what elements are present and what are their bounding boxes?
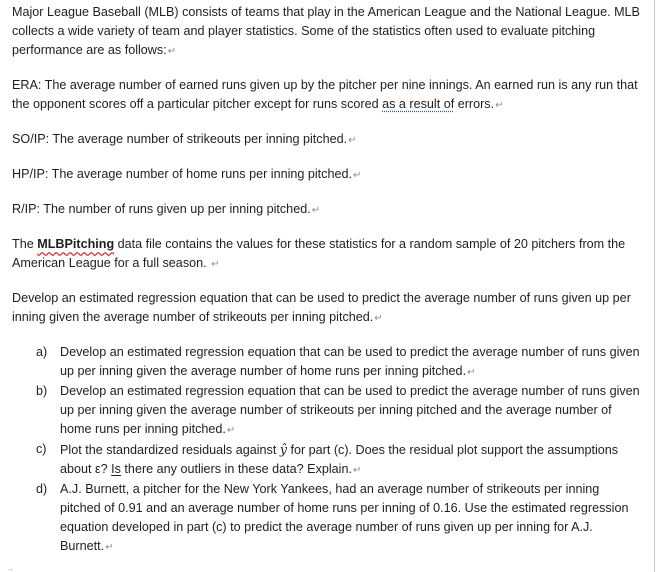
corner-mark: ., (8, 562, 14, 572)
rip-paragraph (12, 200, 642, 220)
hpip-text: HP/IP: The average number of home runs per inning pitched. (12, 167, 352, 181)
grammar-flagged-word[interactable]: Is (111, 462, 121, 476)
paragraph-mark: ↵ (467, 367, 476, 378)
list-item (36, 382, 642, 440)
file-text: The (12, 237, 38, 251)
soip-paragraph (12, 130, 642, 150)
rip-text: R/IP: The number of runs given up per inning pitched. (12, 202, 311, 216)
list-item-text: A.J. Burnett, a pitcher for the New York Yankees, had an average number of strikeouts per inning pitched of 0.91 and an average number of home runs per inning of 0.16. Use the estimated regression equation developed in part (c) to predict the average number of runs given up per inning for A.J. Burnett. (60, 482, 629, 553)
list-item-label: c) (36, 442, 47, 456)
list-item (36, 343, 642, 382)
intro-text: Major League Baseball (MLB) consists of teams that play in the American League and the National League. MLB collects a wide variety of team and player statistics. Some of the statistics often used to evaluate pitching performance are as follows: (12, 5, 640, 57)
era-text-end: errors. (454, 97, 495, 111)
paragraph-mark: ↵ (352, 465, 362, 476)
paragraph-mark: ↵ (374, 313, 383, 324)
paragraph-mark: ↵ (353, 170, 362, 181)
data-file-paragraph (12, 235, 642, 274)
document-body (12, 3, 642, 557)
file-text-end: data file contains the values for these statistics for a random sample of 20 pitchers from the American League for a full season. (12, 237, 626, 270)
develop-text: Develop an estimated regression equation that can be used to predict the average number of runs given up per inning given the average number of strikeouts per inning pitched. (12, 291, 631, 324)
spelling-flagged-filename[interactable]: MLBPitching (37, 237, 115, 251)
list-item-text-end: there any outliers in these data? Explain. (120, 462, 352, 476)
hpip-paragraph (12, 165, 642, 185)
paragraph-mark: ↵ (311, 205, 321, 216)
paragraph-mark: ↵ (105, 542, 114, 553)
grammar-flagged-phrase[interactable]: as a result of (382, 97, 455, 111)
list-item (36, 480, 642, 557)
develop-paragraph (12, 289, 642, 328)
paragraph-mark: ↵ (167, 46, 177, 57)
list-item-label: b) (36, 384, 48, 398)
era-text: ERA: The average number of earned runs given up by the pitcher per nine innings. An earned run is any run that the opponent scores off a particular pitcher except for runs scored (12, 78, 638, 111)
paragraph-mark: ↵ (211, 259, 220, 270)
era-paragraph (12, 76, 642, 115)
list-item-text-cont: for part (c). Does the residual plot support the assumptions about ε? (60, 443, 619, 476)
list-item-text: Plot the standardized residuals against (60, 443, 280, 457)
list-item-text: Develop an estimated regression equation that can be used to predict the average number of runs given up per inning given the average number of strikeouts per inning pitched and the average number of home runs per inning pitched. (60, 384, 640, 436)
paragraph-mark: ↵ (348, 135, 357, 146)
soip-text: SO/IP: The average number of strikeouts per inning pitched. (12, 132, 348, 146)
question-list (36, 343, 642, 557)
list-item-label: d) (36, 482, 48, 496)
paragraph-mark: ↵ (495, 100, 504, 111)
list-item (36, 440, 642, 480)
list-item-label: a) (36, 345, 48, 359)
paragraph-mark: ↵ (226, 425, 236, 436)
intro-paragraph (12, 3, 642, 61)
y-hat-symbol: ŷ (279, 442, 287, 457)
list-item-text: Develop an estimated regression equation that can be used to predict the average number of runs given up per inning given the average number of home runs per inning pitched. (60, 345, 640, 378)
